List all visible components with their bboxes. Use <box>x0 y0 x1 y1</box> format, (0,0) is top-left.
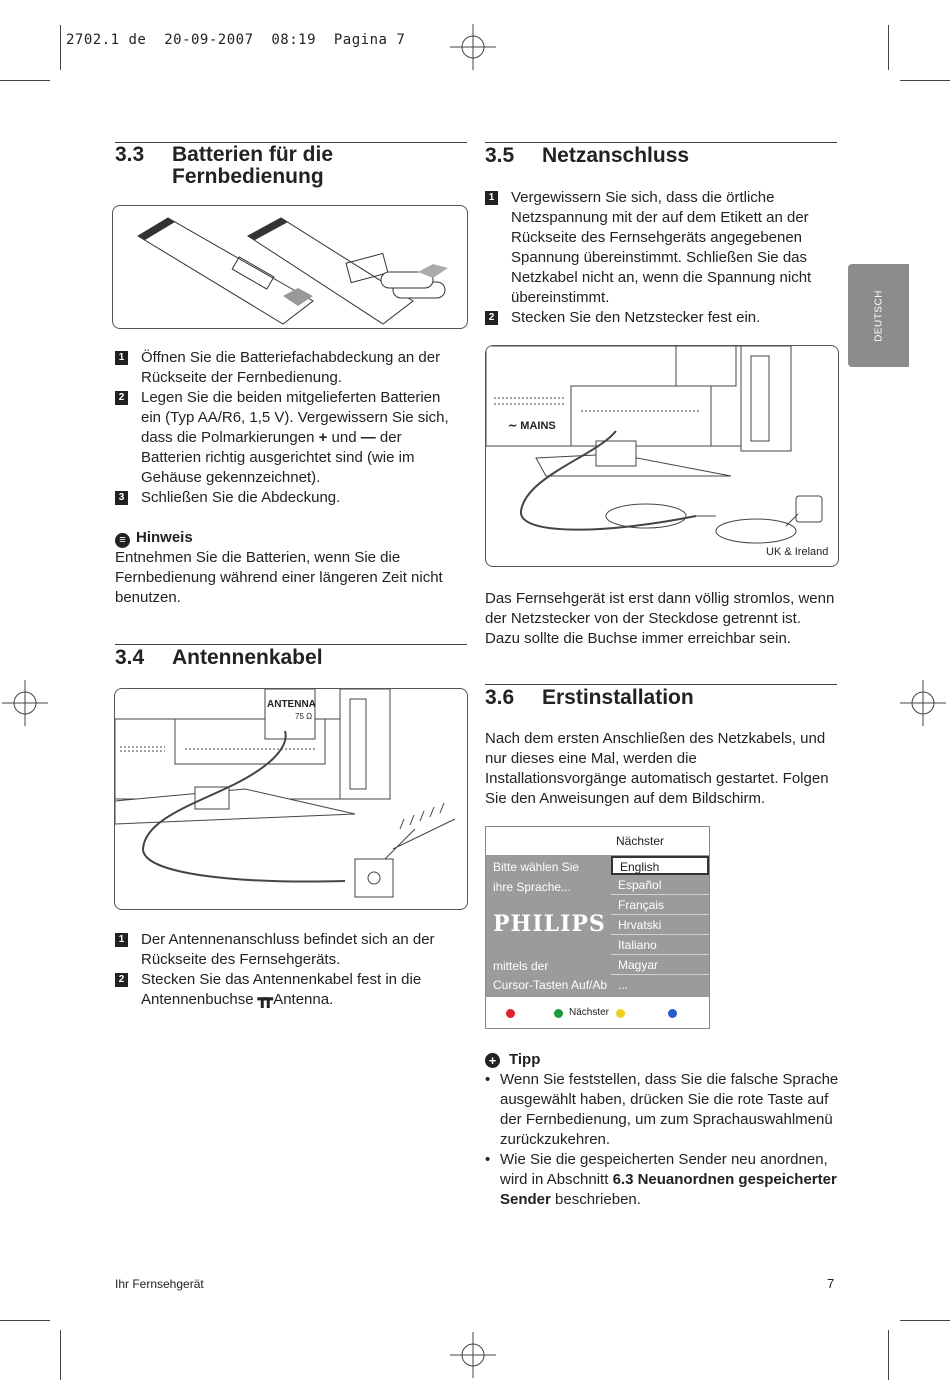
figure-label-antenna: ANTENNA <box>267 699 316 710</box>
page-number: 7 <box>827 1276 835 1291</box>
registration-mark-icon <box>450 24 496 70</box>
registration-mark-icon <box>450 1332 496 1378</box>
step-number: 2 <box>485 311 498 325</box>
crop-mark <box>0 80 50 81</box>
crop-mark <box>0 1320 50 1321</box>
registration-mark-icon <box>900 680 946 726</box>
minus-icon: — <box>360 429 376 446</box>
step-3-3-2: 2 Legen Sie die beiden mitgelieferten Batterien ein (Typ AA/R6, 1,5 V). Vergewissern Sie sich, dass die Polmarkierungen + und — der Batterien richtig ausgerichtet sind (wie im Gehäuse gekennzeichnet). <box>115 388 449 488</box>
menu-footer-label: Nächster <box>569 1007 610 1018</box>
menu-top-label: Nächster <box>616 834 665 848</box>
language-option[interactable]: Italiano <box>611 936 709 955</box>
section-rule <box>115 644 467 645</box>
yellow-key-icon <box>616 1009 625 1018</box>
installation-paragraph: Nach dem ersten Anschließen des Netzkabels, und nur dieses eine Mal, werden die Installationsvorgänge automatisch gestartet. Folgen Sie den Anweisungen auf dem Bildschirm. <box>485 730 829 807</box>
section-rule <box>485 142 837 143</box>
step-3-3-3: 3 Schließen Sie die Abdeckung. <box>115 488 340 508</box>
step-3-5-2: 2 Stecken Sie den Netzstecker fest ein. <box>485 308 760 328</box>
figure-caption: UK & Ireland <box>766 546 829 558</box>
menu-prompt: Bitte wählen Sie <box>493 860 580 874</box>
crop-mark <box>900 80 950 81</box>
antenna-symbol-icon: ┳┳ <box>257 991 270 1008</box>
language-option[interactable]: Magyar <box>611 956 709 975</box>
antenna-figure <box>114 688 468 910</box>
crop-mark <box>60 1330 61 1380</box>
step-number: 1 <box>485 191 498 205</box>
remote-control-illustration <box>113 206 467 328</box>
bullet-icon: • <box>485 1151 491 1168</box>
tip-icon: + <box>485 1053 500 1068</box>
red-key-icon <box>506 1009 515 1018</box>
battery-figure <box>112 205 468 329</box>
mains-figure <box>485 345 839 567</box>
menu-hint: Cursor-Tasten Auf/Ab <box>493 978 608 992</box>
side-tab-label: DEUTSCH <box>873 289 884 342</box>
step-3-4-2: 2 Stecken Sie das Antennenkabel fest in die Antennenbuchse ┳┳ Antenna. <box>115 970 421 1010</box>
step-number: 3 <box>115 491 128 505</box>
step-number: 1 <box>115 933 128 947</box>
section-title-3-5: 3.5 Netzanschluss <box>485 144 690 167</box>
step-number: 1 <box>115 351 128 365</box>
language-option[interactable]: Français <box>611 896 709 915</box>
step-number: 2 <box>115 391 128 405</box>
figure-label-ohm: 75 Ω <box>295 712 313 721</box>
language-option[interactable]: ... <box>618 978 629 992</box>
footer-title: Ihr Fernsehgerät <box>115 1277 204 1291</box>
section-title-3-3: 3.3 Batterien für die Fernbedienung <box>115 143 334 188</box>
tip-item: • Wie Sie die gespeicherten Sender neu anordnen, wird in Abschnitt 6.3 Neuanordnen gespeicherter Sender beschrieben. <box>485 1151 837 1208</box>
crop-mark <box>888 1330 889 1380</box>
philips-logo: PHILIPS <box>493 911 606 937</box>
step-number: 2 <box>115 973 128 987</box>
step-3-5-1: 1 Vergewissern Sie sich, dass die örtliche Netzspannung mit der auf dem Etikett an der Rückseite des Fernsehgeräts angegebenen Spannung übereinstimmt. Schließen Sie das Netzkabel nicht an, wenn die Spannung nicht übereinstimmt. <box>485 188 811 308</box>
note-block: ≡ Hinweis Entnehmen Sie die Batterien, wenn Sie die Fernbedienung während einer längeren Zeit nicht benutzen. <box>115 529 443 606</box>
print-header: 2702.1 de 20-09-2007 08:19 Pagina 7 <box>66 32 406 48</box>
language-option[interactable]: Español <box>611 876 709 895</box>
section-title-3-4: 3.4 Antennenkabel <box>115 646 323 669</box>
bullet-icon: • <box>485 1071 491 1088</box>
power-connection-illustration <box>486 346 838 566</box>
crop-mark <box>900 1320 950 1321</box>
antenna-connection-illustration <box>115 689 467 909</box>
language-option[interactable]: English <box>611 856 709 875</box>
language-menu-screen <box>485 826 710 1029</box>
language-side-tab <box>848 264 909 367</box>
language-option[interactable]: Hrvatski <box>611 916 709 935</box>
tip-title: + Tipp <box>485 1050 540 1070</box>
crop-mark <box>888 25 889 70</box>
plus-icon: + <box>318 429 328 446</box>
registration-mark-icon <box>2 680 48 726</box>
blue-key-icon <box>668 1009 677 1018</box>
menu-prompt: ihre Sprache... <box>493 880 572 894</box>
tip-item: • Wenn Sie feststellen, dass Sie die falsche Sprache ausgewählt haben, drücken Sie die rote Taste auf der Fernbedienung, um zum Sprachauswahlmenü zurückzukehren. <box>485 1071 839 1148</box>
section-rule <box>485 684 837 685</box>
green-key-icon <box>554 1009 563 1018</box>
step-3-4-1: 1 Der Antennenanschluss befindet sich an der Rückseite des Fernsehgeräts. <box>115 930 435 970</box>
crop-mark <box>60 25 61 70</box>
menu-hint: mittels der <box>493 959 549 973</box>
section-title-3-6: 3.6 Erstinstallation <box>485 686 694 709</box>
step-3-3-1: 1 Öffnen Sie die Batteriefachabdeckung an der Rückseite der Fernbedienung. <box>115 348 440 388</box>
figure-label-mains: ∼ MAINS <box>508 420 556 432</box>
note-icon: ≡ <box>115 533 130 548</box>
mains-paragraph: Das Fernsehgerät ist erst dann völlig stromlos, wenn der Netzstecker von der Steckdose getrennt ist. Dazu sollte die Buchse immer erreichbar sein. <box>485 590 835 647</box>
